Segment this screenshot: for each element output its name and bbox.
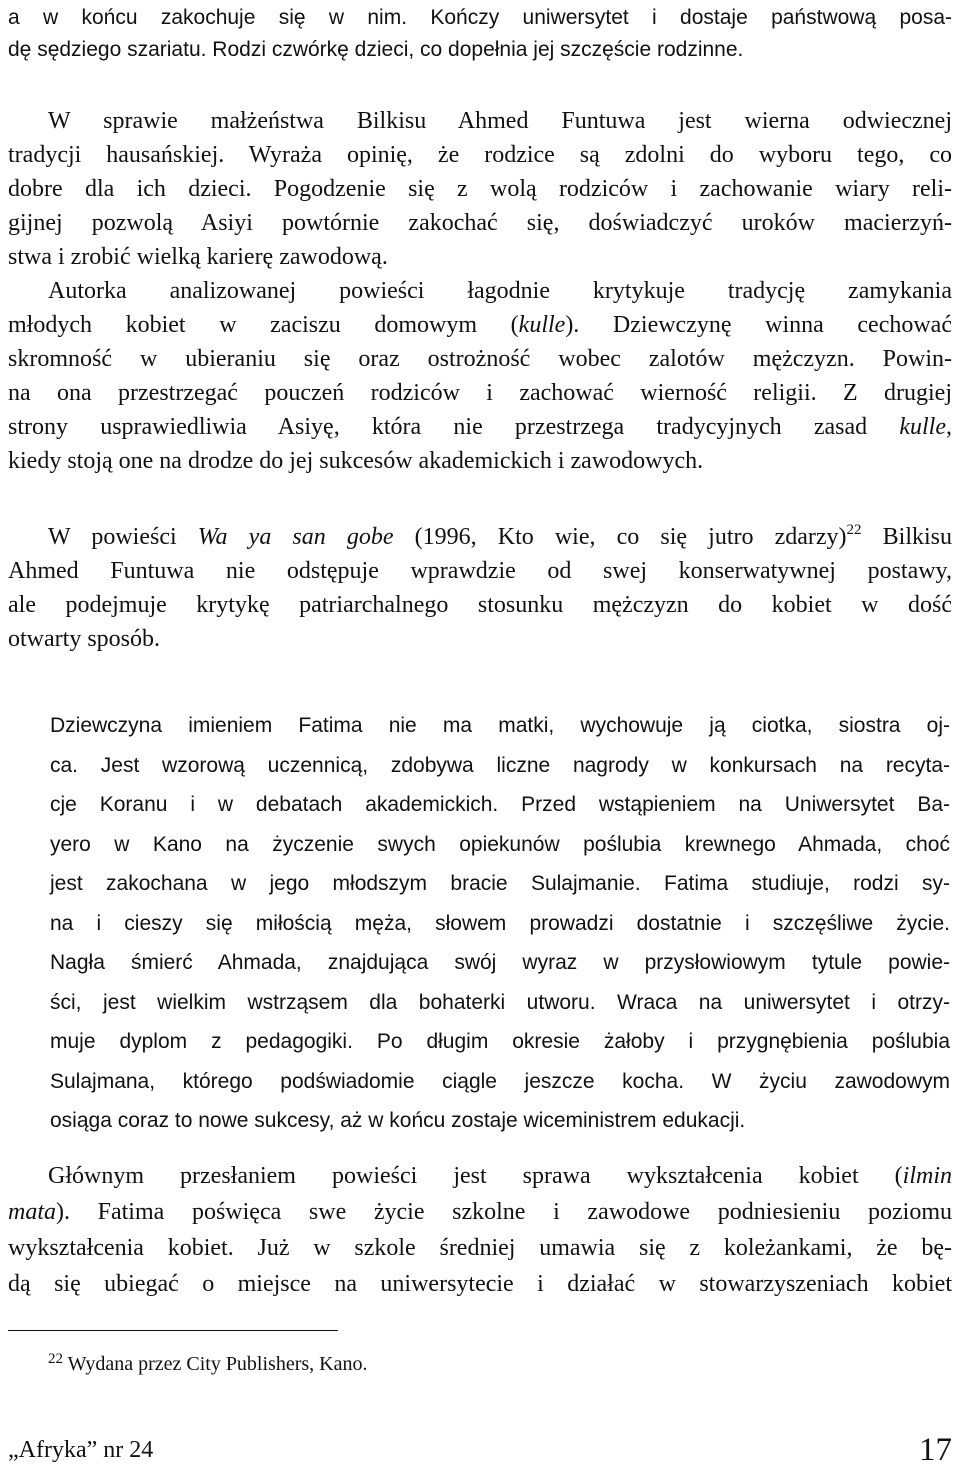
- text-line: stwa i zrobić wielką karierę zawodową.: [8, 244, 388, 270]
- text-run: ). Fatima poświęca swe życie szkolne i zawodowe podniesieniu poziomu: [56, 1199, 952, 1225]
- text-line: ale podejmuje krytykę patriarchalnego stosunku mężczyzn do kobiet w dość: [8, 592, 952, 618]
- text-line: [8, 1158, 952, 1194]
- text-line: ca. Jest wzorową uczennicą, zdobywa liczne nagrody w konkursach na recyta-: [50, 753, 950, 777]
- text-line: dą się ubiegać o miejsce na uniwersytecie i działać w stowarzyszeniach kobiet: [8, 1271, 952, 1297]
- term-mata: mata: [8, 1199, 56, 1225]
- footnote-text: Wydana przez City Publishers, Kano.: [63, 1353, 368, 1375]
- text-run: ,: [946, 414, 952, 440]
- text-line: gijnej pozwolą Asiyi powtórnie zakochać się, doświadczyć uroków macierzyń-: [8, 210, 952, 236]
- text-run: W powieści: [48, 524, 198, 550]
- text-line: Sulajmana, którego podświadomie ciągle jeszcze kocha. W życiu zawodowym: [50, 1069, 950, 1093]
- body-text-section: [8, 1158, 952, 1302]
- text-line: na i cieszy się miłością męża, słowem prowadzi dostatnie i szczęśliwe życie.: [50, 911, 950, 935]
- text-line: dę sędziego szariatu. Rodzi czwórkę dzieci, co dopełnia jej szczęście rodzinne.: [8, 38, 744, 61]
- summary-continuation: [8, 2, 952, 66]
- footnote-reference: 22: [846, 522, 862, 538]
- text-line: kiedy stoją one na drodze do jej sukcesów akademickich i zawodowych.: [8, 448, 704, 474]
- text-run: Bilkisu: [861, 524, 953, 550]
- text-line: [8, 410, 952, 444]
- body-text-section: [8, 520, 952, 656]
- page-number: 17: [919, 1432, 952, 1468]
- text-line: jest zakochana w jego młodszym bracie Sulajmanie. Fatima studiuje, rodzi sy-: [50, 872, 950, 895]
- text-line: [8, 520, 952, 554]
- term-kulle: kulle: [518, 312, 566, 338]
- running-head: „Afryka” nr 24: [8, 1437, 154, 1463]
- text-line: Nagła śmierć Ahmada, znajdująca swój wyraz w przysłowiowym tytule powie-: [50, 951, 950, 974]
- text-run: strony usprawiedliwia Asiyę, która nie przestrzega tradycyjnych zasad: [8, 414, 900, 440]
- text-line: osiąga coraz to nowe sukcesy, aż w końcu zostaje wiceministrem edukacji.: [50, 1109, 746, 1132]
- text-line: wykształcenia kobiet. Już w szkole średniej umawia się z koleżankami, że bę-: [8, 1235, 952, 1261]
- term-ilmin: ilmin: [902, 1163, 952, 1189]
- text-line: yero w Kano na życzenie swych opiekunów poślubia krewnego Ahmada, choć: [50, 832, 950, 856]
- text-line: [8, 308, 952, 342]
- footnote-number: 22: [48, 1351, 63, 1367]
- text-line: na ona przestrzegać pouczeń rodziców i zachować wierność religii. Z drugiej: [8, 380, 952, 406]
- text-line: a w końcu zakochuje się w nim. Kończy uniwersytet i dostaje państwową posa-: [8, 6, 952, 29]
- footnote-divider: [8, 1330, 338, 1331]
- term-kulle: kulle: [899, 414, 946, 440]
- text-run: ). Dziewczynę winna cechować: [565, 312, 952, 338]
- text-line: cje Koranu i w debatach akademickich. Przed wstąpieniem na Uniwersytet Ba-: [50, 793, 950, 816]
- text-line: Ahmed Funtuwa nie odstępuje wprawdzie od swej konserwatywnej postawy,: [8, 558, 952, 584]
- footnote: [48, 1350, 367, 1378]
- text-line: dobre dla ich dzieci. Pogodzenie się z wolą rodziców i zachowanie wiary reli-: [8, 176, 952, 202]
- plot-summary: [50, 706, 950, 1141]
- text-line: muje dyplom z pedagogiki. Po długim okresie żałoby i przygnębienia poślubia: [50, 1030, 950, 1053]
- novel-title: Wa ya san gobe: [197, 524, 394, 550]
- text-run: młodych kobiet w zaciszu domowym (: [8, 312, 519, 338]
- text-line: [8, 1194, 952, 1230]
- text-line: W sprawie małżeństwa Bilkisu Ahmed Funtuwa jest wierna odwiecznej: [48, 108, 952, 134]
- text-line: tradycji hausańskiej. Wyraża opinię, że rodzice są zdolni do wyboru tego, co: [8, 142, 952, 168]
- text-line: Dziewczyna imieniem Fatima nie ma matki, wychowuje ją ciotka, siostra oj-: [50, 714, 950, 737]
- text-run: (1996, Kto wie, co się jutro zdarzy): [393, 524, 847, 550]
- text-line: Autorka analizowanej powieści łagodnie krytykuje tradycję zamykania: [48, 278, 952, 304]
- text-line: skromność w ubieraniu się oraz ostrożność wobec zalotów mężczyzn. Powin-: [8, 346, 952, 372]
- text-line: ści, jest wielkim wstrząsem dla bohaterki utworu. Wraca na uniwersytet i otrzy-: [50, 990, 950, 1014]
- text-run: Głównym przesłaniem powieści jest sprawa wykształcenia kobiet (: [48, 1163, 903, 1189]
- text-line: otwarty sposób.: [8, 626, 160, 652]
- body-text-section: [8, 104, 952, 478]
